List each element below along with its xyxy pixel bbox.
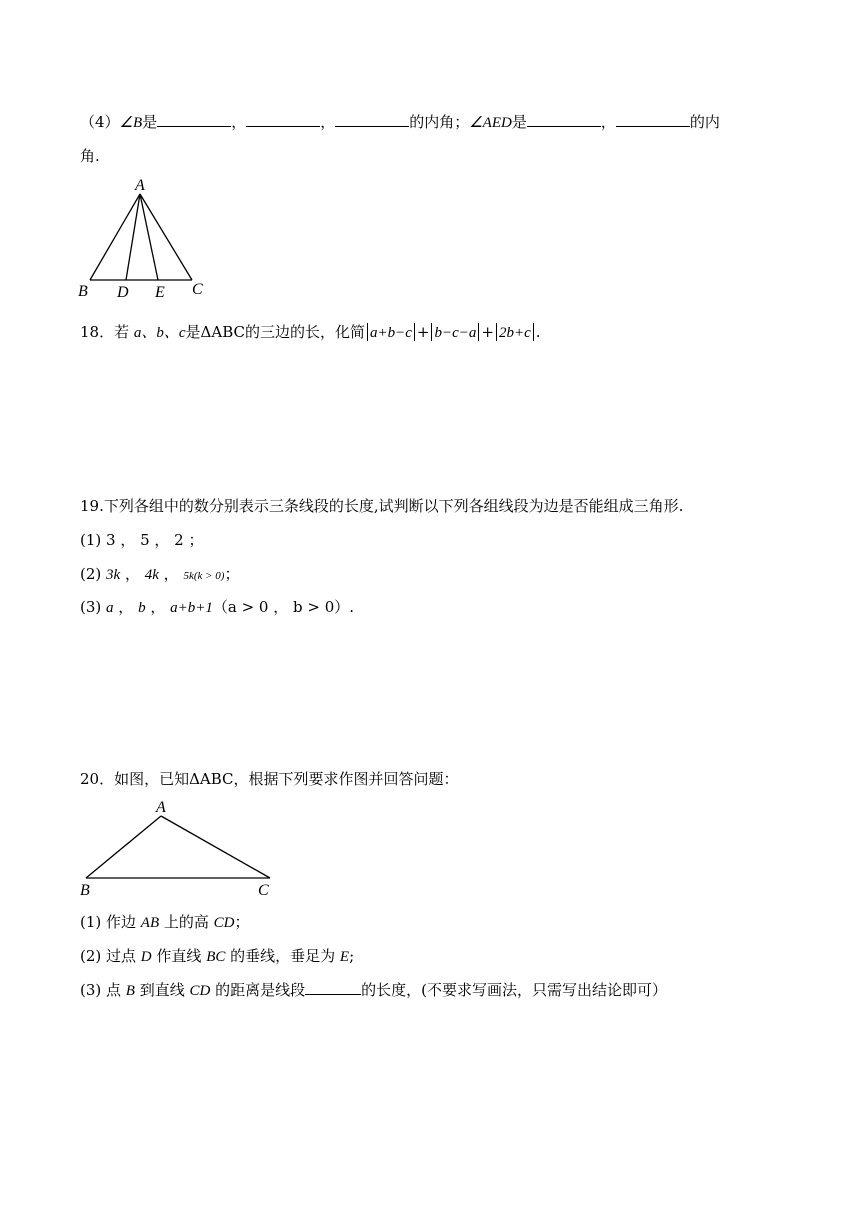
q20-item3-a: (3) 点: [80, 981, 126, 999]
q20-item3-c: 到直线: [134, 981, 190, 999]
q19-item-3: [80, 597, 354, 618]
q20-title: [80, 769, 459, 789]
q19-item3-sep1: ，: [113, 598, 139, 616]
q20-item1-cd: CD: [213, 915, 235, 931]
q17-4-prefix: （4）: [80, 113, 120, 131]
abs-expr-3: 2b+c: [498, 325, 531, 341]
answer-blank-4[interactable]: [527, 112, 601, 127]
label-b: B: [78, 283, 88, 300]
q19-item-2: [80, 564, 239, 586]
q19-item2-a: 3k: [106, 567, 121, 583]
q20-item-2: [80, 946, 354, 967]
label-b: B: [80, 882, 90, 899]
q19-item2-b: 4k: [144, 567, 159, 583]
q20-item1-end: ；: [234, 913, 250, 931]
q20-item2-e: E: [339, 949, 350, 965]
q19-item3-sep2: ，: [145, 598, 171, 616]
q19-item1-text: (1) 3 ， 5 ， 2 ；: [80, 531, 204, 549]
label-e: E: [155, 284, 165, 301]
q18-text: 是ΔABC的三边的长，化简: [185, 323, 365, 341]
figure-triangle-abdec: [74, 172, 214, 302]
answer-blank-2[interactable]: [246, 112, 320, 127]
side-ab: [86, 816, 161, 878]
q18-end: .: [535, 323, 541, 341]
q18-number: 18．若: [80, 323, 130, 341]
q17-4-suffix1: 的内角；: [409, 113, 470, 131]
q20-item2-bc: BC: [206, 949, 226, 965]
label-a: A: [135, 177, 145, 194]
q19-item3-b: b: [138, 600, 146, 616]
figure-triangle-abc: [74, 792, 284, 902]
q19-item-1: [80, 530, 204, 550]
q20-item2-a: (2) 过点: [80, 947, 141, 965]
q20-item1-ab: AB: [140, 915, 160, 931]
q20-item3-cd: CD: [189, 983, 211, 999]
q18-plus1: +: [416, 323, 430, 341]
q17-4-is2: 是: [511, 113, 527, 131]
q19-item2-c: 5k(k > 0): [183, 570, 225, 582]
q20-item1-b: 上的高: [159, 913, 214, 931]
q19-item3-c: a+b+1: [170, 600, 213, 616]
q18-plus2: +: [481, 323, 494, 341]
q18-line: [80, 322, 541, 343]
q20-item-3: [80, 980, 667, 1001]
label-a: A: [156, 799, 166, 816]
answer-blank-5[interactable]: [616, 112, 690, 127]
q19-item3-cond: （a > 0 ， b > 0）.: [212, 598, 355, 616]
angle-b: ∠B: [119, 115, 143, 131]
q20-item3-e: 的长度，(不要求写画法，只需写出结论即可）: [361, 981, 667, 999]
side-ac: [140, 194, 192, 280]
abs-expr-1: a+b−c: [370, 325, 412, 341]
q20-title-text: 20．如图，已知ΔABC，根据下列要求作图并回答问题：: [80, 770, 459, 788]
q19-item2-end: ；: [224, 565, 240, 583]
side-ac: [161, 816, 270, 878]
answer-blank-6[interactable]: [305, 980, 361, 995]
q20-item2-d: D: [140, 949, 152, 965]
q17-4-sep2: ，: [320, 113, 336, 131]
q19-title-text: 19.下列各组中的数分别表示三条线段的长度,试判断以下列各组线段为边是否能组成三角形.: [80, 497, 684, 515]
abs-expr-2: b−c−a: [434, 325, 477, 341]
q17-4-sep3: ，: [600, 113, 616, 131]
q20-item3-b: B: [125, 983, 135, 999]
q17-4-suffix2: 的内: [689, 113, 720, 131]
q19-title: [80, 496, 683, 516]
q17-4-line1: [80, 112, 720, 133]
q17-4-sep1: ，: [231, 113, 247, 131]
label-d: D: [117, 284, 129, 301]
q17-4-cont: 角.: [80, 147, 100, 165]
q20-item2-c: 的垂线，垂足为: [225, 947, 340, 965]
q17-4-line2: [80, 146, 100, 166]
answer-blank-1[interactable]: [157, 112, 231, 127]
q20-item-1: [80, 912, 250, 933]
q19-item2-sep2: ，: [158, 565, 184, 583]
q18-vars: a、b、c: [133, 325, 186, 341]
segment-ae: [140, 194, 158, 280]
q19-item3-label: (3): [80, 598, 107, 616]
answer-blank-3[interactable]: [335, 112, 409, 127]
q19-item3-a: a: [106, 600, 114, 616]
q19-item2-sep1: ，: [120, 565, 145, 583]
label-c: C: [258, 882, 269, 899]
q20-item3-d: 的距离是线段: [210, 981, 306, 999]
q19-item2-label: (2): [80, 565, 107, 583]
angle-aed: ∠AED: [469, 115, 512, 131]
label-c: C: [192, 281, 203, 298]
q20-item1-a: (1) 作边: [80, 913, 141, 931]
q20-item2-b: 作直线: [151, 947, 207, 965]
q20-item2-end: ;: [349, 947, 355, 965]
q17-4-is: 是: [142, 113, 158, 131]
